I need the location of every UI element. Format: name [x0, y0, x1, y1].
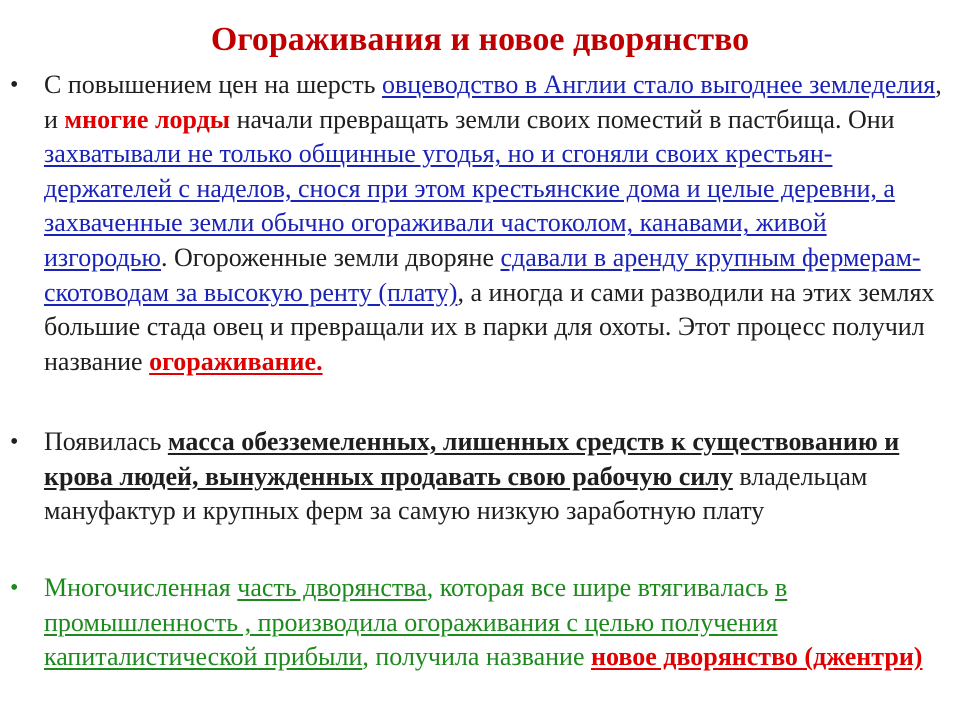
bullet-text: , и [44, 70, 942, 134]
bullet-text: начали превращать земли своих поместий в пастбища. Они [230, 104, 895, 134]
bullet-icon: • [10, 72, 19, 98]
bullet-icon: • [10, 575, 19, 601]
slide-title: Огораживания и новое дворянство [210, 21, 750, 58]
bullet-text: владельцам мануфактур и крупных ферм за самую низкую заработную плату [44, 461, 868, 526]
bullet-text: Появилась [44, 427, 168, 456]
bullet-point-enclosures [10, 68, 954, 379]
bullet-icon: • [10, 429, 19, 455]
key-phrase: масса обезземеленных, лишенных средств к существованию и крова людей, вынужденных продавать свою рабочую силу [44, 427, 900, 491]
underlined-phrase: часть дворянства [237, 573, 427, 602]
underlined-phrase: овцеводство в Англии стало выгоднее земледелия [382, 70, 936, 99]
bullet-text: С повышением цен на шерсть [44, 70, 383, 99]
underlined-phrase: захватывали не только общинные угодья, но и сгоняли своих крестьян-держателей с наделов, снося при этом крестьянские дома и целые деревни, а захваченные земли обычно огораживали частоколом, канавами, живой изгородью [44, 139, 895, 272]
key-term: новое дворянство (джентри) [591, 642, 923, 672]
underlined-phrase: сдавали в аренду крупным фермерам-скотоводам за высокую ренту (плату) [44, 242, 921, 307]
bullet-point-landless-mass [10, 425, 954, 529]
underlined-phrase: в промышленность , производила огораживания с целью получения капиталистической прибыли [44, 573, 788, 672]
bullet-text: , которая все шире втягивалась [426, 573, 775, 602]
bullet-text: . Огороженные земли дворяне [160, 242, 501, 272]
bullet-text: , а иногда и сами разводили на этих землях большие стада овец и превращали их в парки для охоты. Этот процесс получил название [44, 277, 935, 376]
key-term: огораживание. [149, 346, 323, 376]
highlight-phrase: многие лорды [64, 104, 231, 134]
bullet-text: Многочисленная [44, 573, 238, 602]
bullet-text: , получила название [362, 642, 591, 672]
bullet-point-new-nobility [10, 571, 954, 675]
